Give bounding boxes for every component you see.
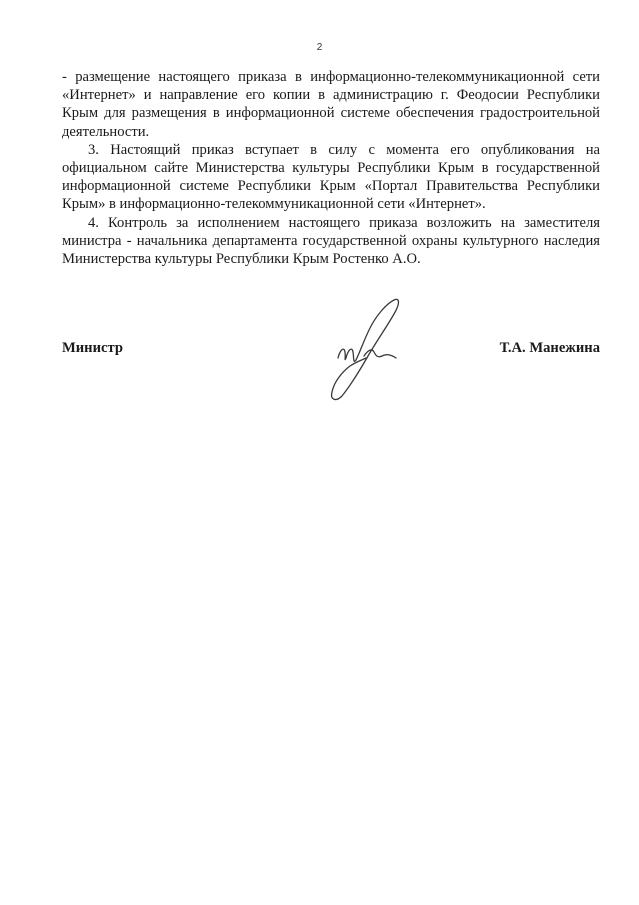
paragraph-effective-date: 3. Настоящий приказ вступает в силу с момента его опубликования на официальном сайте Министерства культуры Республики Крым в государственной информационной системе Республики Крым «Портал Правительства Республики Крым» в информационно-телекоммуникационной сети «Интернет». [62,141,600,213]
document-body [62,68,600,268]
page-number: 2 [316,42,323,53]
paragraph-control: 4. Контроль за исполнением настоящего приказа возложить на заместителя министра - начальника департамента государственной охраны культурного наследия Министерства культуры Республики Крым Ростенко А.О. [62,214,600,268]
handwritten-signature [320,292,410,404]
signatory-title: Министр [62,340,123,356]
signatory-name: Т.А. Манежина [499,340,600,356]
paragraph-publication: - размещение настоящего приказа в информационно-телекоммуникационной сети «Интернет» и направление его копии в администрацию г. Феодосии Республики Крым для размещения в информационной системе обеспечения градостроительной деятельности. [62,69,600,140]
